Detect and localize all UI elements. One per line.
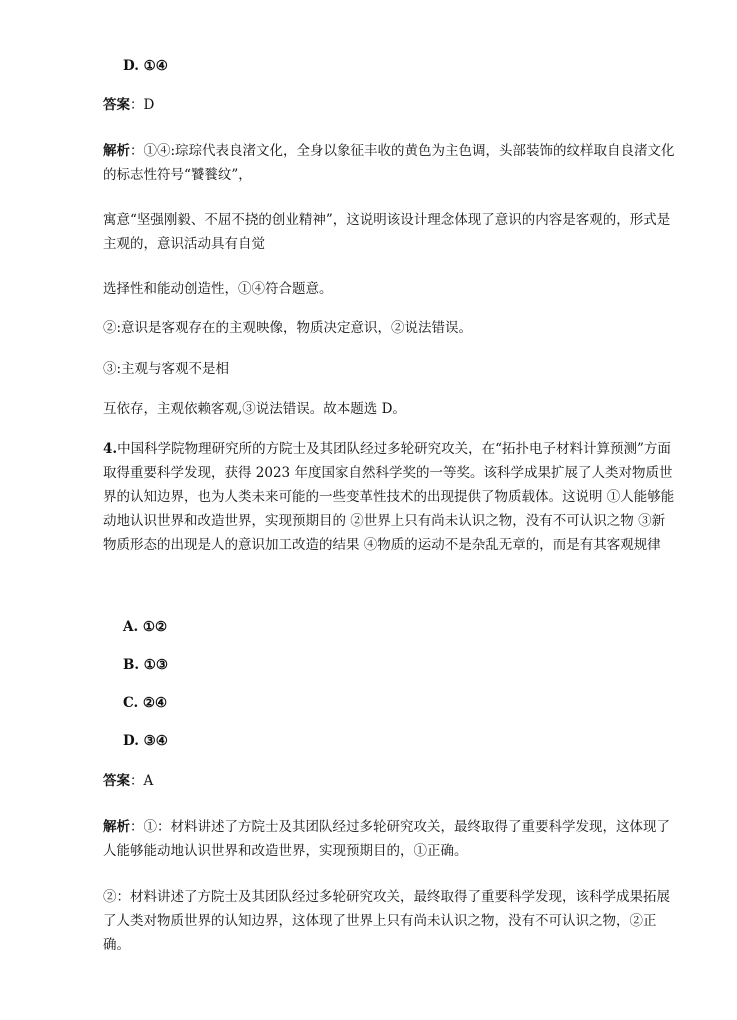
q3-answer-value: D <box>143 97 155 113</box>
q3-analysis-label: 解析 <box>103 143 130 159</box>
q4-analysis-text-1: ①：材料讲述了方院士及其团队经过多轮研究攻关，最终取得了重要科学发现，这体现了人能够能动地认识世界和改造世界，实现预期目的，①正确。 <box>103 819 670 859</box>
q3-option-d: D. ①④ <box>123 58 168 74</box>
q3-analysis-p3: 选择性和能动创造性，①④符合题意。 <box>103 281 333 297</box>
q4-answer-sep: ： <box>130 773 144 789</box>
q3-analysis-text-1: ①④:琮琮代表良渚文化，全身以象征丰收的黄色为主色调，头部装饰的纹样取自良渚文化的标志性符号“饕餮纹”， <box>103 143 675 183</box>
q4-analysis-sep: ： <box>130 819 144 835</box>
q4-analysis-label: 解析 <box>103 819 130 835</box>
q3-analysis-p6: 互依存，主观依赖客观,③说法错误。故本题选 D。 <box>103 401 406 417</box>
q4-analysis-p1 <box>103 815 678 863</box>
q3-analysis-p4: ②:意识是客观存在的主观映像，物质决定意识，②说法错误。 <box>103 320 473 336</box>
q4-number: 4. <box>103 441 118 457</box>
q3-answer-sep: ： <box>130 97 144 113</box>
q3-answer <box>103 93 678 117</box>
q3-analysis-p5: ③:主观与客观不是相 <box>103 361 230 377</box>
q3-analysis-p2: 寓意“坚强刚毅、不屈不挠的创业精神”，这说明该设计理念体现了意识的内容是客观的，形式是主观的，意识活动具有自觉 <box>103 212 671 252</box>
q4-option-c: C. ②④ <box>123 695 168 711</box>
q4-option-d: D. ③④ <box>123 733 168 749</box>
q4-answer-value: A <box>143 773 154 789</box>
q4-stem-text: 中国科学院物理研究所的方院士及其团队经过多轮研究攻关，在“拓扑电子材料计算预测”方面取得重要科学发现，获得 2023 年度国家自然科学奖的一等奖。该科学成果扩展了人类对物质世界的认知边界，也为人类未来可能的一些变革性技术的出现提供了物质载体。这说明 ①人能够能动地认识世界和改造世界，实现预期目的 ②世界上只有尚未认识之物，没有不可认识之物 ③新物质形态的出现是人的意识加工改造的结果 ④物质的运动不是杂乱无章的，而是有其客观规律 <box>103 441 675 553</box>
q4-option-a: A. ①② <box>123 619 168 635</box>
q4-option-b: B. ①③ <box>123 657 169 673</box>
q3-analysis-p1 <box>103 139 678 187</box>
q3-answer-label: 答案 <box>103 97 130 113</box>
q4-answer <box>103 769 678 793</box>
q4-answer-label: 答案 <box>103 773 130 789</box>
q3-analysis-sep: ： <box>130 143 144 159</box>
q4-stem <box>103 437 678 557</box>
q4-analysis-p2: ②：材料讲述了方院士及其团队经过多轮研究攻关，最终取得了重要科学发现，该科学成果拓展了人类对物质世界的认知边界，这体现了世界上只有尚未认识之物，没有不可认识之物，②正确。 <box>103 889 670 953</box>
